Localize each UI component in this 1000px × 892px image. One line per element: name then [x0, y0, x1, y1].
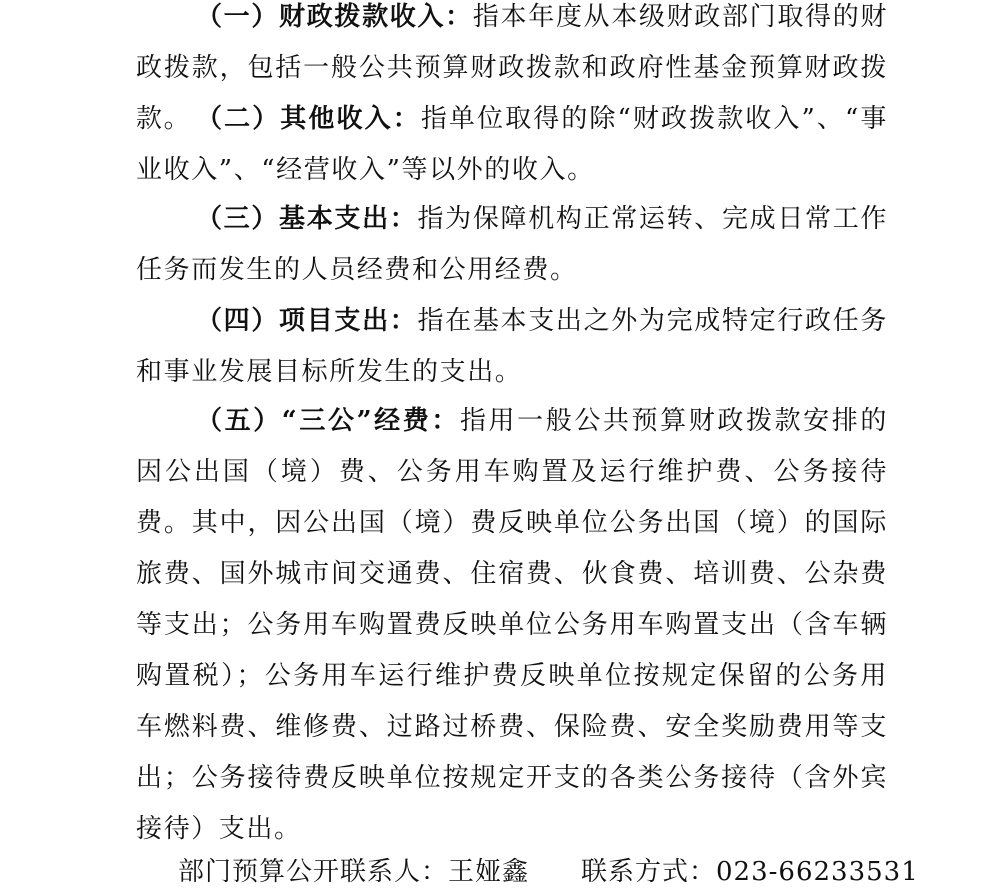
definition-term: （五）“三公”经费： [196, 406, 460, 436]
definition-text: 指本年度从本级财政部门取得的财政拨款，包括一般公共预算财政拨款和政府性基金预算财政拨款。 [136, 2, 888, 134]
definition-paragraph-5 [136, 396, 888, 855]
definition-text: 指为保障机构正常运转、完成日常工作任务而发生的人员经费和公用经费。 [136, 204, 888, 285]
contact-phone: 联系方式：023-66233531 [581, 857, 919, 887]
definition-paragraph-4 [136, 296, 888, 398]
definition-term: （三）基本支出： [196, 204, 418, 234]
definition-paragraph-3 [136, 194, 888, 296]
definition-paragraph-2 [136, 94, 888, 196]
definition-text: 指单位取得的除“财政拨款收入”、“事业收入”、“经营收入”等以外的收入。 [136, 104, 888, 185]
contact-person: 部门预算公开联系人：王娅鑫 [178, 857, 530, 887]
definition-term: （二）其他收入： [196, 104, 421, 134]
definition-term: （四）项目支出： [196, 306, 418, 336]
definition-text: 指用一般公共预算财政拨款安排的因公出国（境）费、公务用车购置及运行维护费、公务接待费。其中，因公出国（境）费反映单位公务出国（境）的国际旅费、国外城市间交通费、住宿费、伙食费、培训费、公杂费等支出；公务用车购置费反映单位公务用车购置支出（含车辆购置税）；公务用车运行维护费反映单位按规定保留的公务用车燃料费、维修费、过路过桥费、保险费、安全奖励费用等支出；公务接待费反映单位按规定开支的各类公务接待（含外宾接待）支出。 [136, 406, 888, 844]
definition-term: （一）财政拨款收入： [196, 2, 473, 32]
contact-footer [178, 852, 919, 892]
definition-text: 指在基本支出之外为完成特定行政任务和事业发展目标所发生的支出。 [136, 306, 888, 387]
